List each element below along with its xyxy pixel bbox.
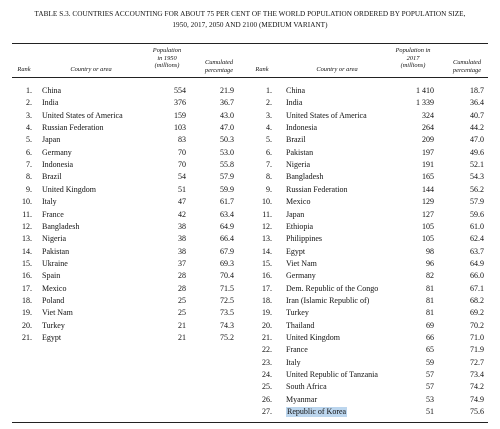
top-rule: [12, 43, 488, 44]
header-country-left: Country or area: [70, 66, 112, 73]
left-population-cell: 51: [178, 184, 186, 194]
right-country-cell: United Republic of Tanzania: [286, 370, 378, 380]
right-rank-cell: 26.: [262, 394, 272, 404]
right-cumulated-cell: 18.7: [470, 86, 484, 95]
left-country-cell: Germany: [42, 147, 72, 157]
right-cumulated-cell: 36.4: [470, 98, 484, 108]
right-population-cell: 105: [422, 221, 434, 231]
header-population-2017: Population in 2017 (millions): [395, 47, 431, 70]
right-cumulated-cell: 62.4: [470, 234, 484, 244]
right-country-cell: Bangladesh: [286, 172, 324, 182]
right-rank-cell: 5.: [266, 135, 272, 145]
right-cumulated-cell: 54.3: [470, 172, 484, 182]
right-country-cell: Pakistan: [286, 147, 314, 157]
header-population-1950: Population in 1950 (millions): [152, 47, 182, 70]
right-rank-cell: 13.: [262, 234, 272, 244]
left-cumulated-cell: 74.3: [220, 320, 234, 330]
right-cumulated-cell: 74.9: [470, 394, 484, 404]
right-population-cell: 191: [422, 160, 434, 170]
right-population-cell: 197: [422, 147, 434, 157]
left-country-cell: China: [42, 86, 62, 95]
right-population-cell: 127: [422, 209, 434, 219]
right-country-cell: United Kingdom: [286, 333, 340, 342]
left-rank-cell: 4.: [26, 123, 32, 133]
right-population-cell: 65: [426, 345, 434, 355]
bottom-rule: [12, 422, 488, 423]
left-country-cell: Spain: [42, 271, 61, 281]
right-population-cell: 105: [422, 234, 434, 244]
right-cumulated-cell: 72.7: [470, 357, 484, 367]
left-rank-cell: 2.: [26, 98, 32, 108]
left-population-cell: 38: [178, 221, 186, 231]
right-cumulated-cell: 56.2: [470, 184, 484, 194]
right-cumulated-cell: 75.6: [470, 407, 484, 417]
left-population-cell: 28: [178, 271, 186, 281]
left-country-cell: Indonesia: [42, 160, 74, 170]
right-cumulated-cell: 66.0: [470, 271, 484, 281]
left-cumulated-cell: 64.9: [220, 221, 234, 231]
right-rank-cell: 1.: [266, 86, 272, 95]
right-rank-cell: 22.: [262, 345, 272, 355]
right-population-cell: 53: [426, 394, 434, 404]
left-country-cell: Egypt: [42, 333, 62, 342]
right-country-cell: Russian Federation: [286, 184, 348, 194]
right-cumulated-cell: 74.2: [470, 382, 484, 392]
left-rank-cell: 6.: [26, 147, 32, 157]
right-rank-cell: 6.: [266, 147, 272, 157]
right-country-cell: Germany: [286, 271, 316, 281]
left-country-cell: Nigeria: [42, 234, 66, 244]
header-country-right: Country or area: [316, 66, 358, 73]
right-country-cell: Indonesia: [286, 123, 318, 133]
left-cumulated-cell: 55.8: [220, 160, 234, 170]
right-rank-cell: 24.: [262, 370, 272, 380]
left-cumulated-cell: 66.4: [220, 234, 234, 244]
left-cumulated-cell: 36.7: [220, 98, 234, 108]
table-title-line-1: TABLE S.3. COUNTRIES ACCOUNTING FOR ABOUT 75 PER CENT OF THE WORLD POPULATION ORDERED BY POPULATION SIZE,: [34, 10, 466, 18]
right-country-cell: Philippines: [286, 234, 323, 244]
right-country-cell: United States of America: [286, 110, 367, 120]
right-population-cell: 69: [426, 320, 434, 330]
left-population-cell: 25: [178, 308, 186, 318]
left-rank-cell: 11.: [22, 209, 32, 219]
left-population-cell: 28: [178, 283, 186, 293]
left-cumulated-cell: 50.3: [220, 135, 234, 145]
right-rank-cell: 9.: [266, 184, 272, 194]
left-rank-cell: 16.: [22, 271, 32, 281]
right-cumulated-cell: 71.9: [470, 345, 484, 355]
right-population-cell: 82: [426, 271, 434, 281]
right-cumulated-cell: 40.7: [470, 110, 484, 120]
right-cumulated-cell: 64.9: [470, 258, 484, 268]
left-rank-cell: 1.: [26, 86, 32, 95]
left-population-cell: 21: [178, 320, 186, 330]
left-rank-cell: 14.: [22, 246, 32, 256]
right-population-cell: 1 410: [416, 86, 434, 95]
right-population-cell: 81: [426, 295, 434, 305]
right-country-cell: Japan: [286, 209, 305, 219]
right-cumulated-cell: 70.2: [470, 320, 484, 330]
right-cumulated-cell: 44.2: [470, 123, 484, 133]
right-rank-cell: 8.: [266, 172, 272, 182]
right-population-cell: 57: [426, 370, 434, 380]
right-population-cell: 59: [426, 357, 434, 367]
left-population-cell: 37: [178, 258, 186, 268]
left-population-cell: 70: [178, 147, 186, 157]
right-population-cell: 51: [426, 407, 434, 417]
right-cumulated-cell: 57.9: [470, 197, 484, 207]
right-population-cell: 96: [426, 258, 434, 268]
left-rank-cell: 12.: [22, 221, 32, 231]
right-population-cell: 66: [426, 333, 434, 342]
right-country-cell: Egypt: [286, 246, 306, 256]
right-country-cell: Iran (Islamic Republic of): [286, 295, 370, 305]
left-country-cell: Brazil: [42, 172, 62, 182]
left-rank-cell: 5.: [26, 135, 32, 145]
left-country-cell: India: [42, 98, 59, 108]
left-country-cell: United States of America: [42, 110, 123, 120]
header-cumulated-left: Cumulated percentage: [204, 59, 234, 74]
left-cumulated-cell: 59.9: [220, 184, 234, 194]
right-population-cell: 81: [426, 283, 434, 293]
right-country-cell: Thailand: [286, 320, 315, 330]
right-rank-cell: 3.: [266, 110, 272, 120]
left-population-cell: 21: [178, 333, 186, 342]
right-population-cell: 81: [426, 308, 434, 318]
left-cumulated-cell: 71.5: [220, 283, 234, 293]
right-country-cell: Nigeria: [286, 160, 310, 170]
left-cumulated-cell: 67.9: [220, 246, 234, 256]
right-population-cell: 57: [426, 382, 434, 392]
left-cumulated-cell: 53.0: [220, 147, 234, 157]
right-rank-cell: 25.: [262, 382, 272, 392]
left-rank-cell: 9.: [26, 184, 32, 194]
left-country-cell: Pakistan: [42, 246, 70, 256]
right-cumulated-cell: 52.1: [470, 160, 484, 170]
right-cumulated-cell: 73.4: [470, 370, 484, 380]
left-cumulated-cell: 70.4: [220, 271, 234, 281]
left-population-cell: 38: [178, 234, 186, 244]
right-cumulated-cell: 71.0: [470, 333, 484, 342]
right-country-cell: Myanmar: [286, 394, 318, 404]
right-population-cell: 165: [422, 172, 434, 182]
right-rank-cell: 18.: [262, 295, 272, 305]
right-cumulated-cell: 67.1: [470, 283, 484, 293]
right-rank-cell: 17.: [262, 283, 272, 293]
left-cumulated-cell: 69.3: [220, 258, 234, 268]
right-rank-cell: 21.: [262, 333, 272, 342]
left-rank-cell: 18.: [22, 295, 32, 305]
left-rank-cell: 7.: [26, 160, 32, 170]
left-country-cell: Mexico: [42, 283, 67, 293]
header-rank-left: Rank: [17, 66, 31, 73]
right-cumulated-cell: 63.7: [470, 246, 484, 256]
right-rank-cell: 4.: [266, 123, 272, 133]
right-rank-cell: 23.: [262, 357, 272, 367]
right-country-cell: Italy: [286, 357, 301, 367]
right-cumulated-cell: 68.2: [470, 295, 484, 305]
right-cumulated-cell: 47.0: [470, 135, 484, 145]
left-population-cell: 38: [178, 246, 186, 256]
right-rank-cell: 12.: [262, 221, 272, 231]
left-country-cell: United Kingdom: [42, 184, 96, 194]
left-rank-cell: 8.: [26, 172, 32, 182]
right-rank-cell: 15.: [262, 258, 272, 268]
left-population-cell: 554: [174, 86, 186, 95]
left-country-cell: France: [42, 209, 64, 219]
right-cumulated-cell: 49.6: [470, 147, 484, 157]
left-population-cell: 159: [174, 110, 186, 120]
right-cumulated-cell: 59.6: [470, 209, 484, 219]
left-country-cell: Poland: [42, 295, 65, 305]
left-population-cell: 25: [178, 295, 186, 305]
left-population-cell: 83: [178, 135, 186, 145]
left-cumulated-cell: 47.0: [220, 123, 234, 133]
right-population-cell: 324: [422, 110, 434, 120]
right-country-cell: South Africa: [286, 382, 327, 392]
right-rank-cell: 16.: [262, 271, 272, 281]
right-country-cell: France: [286, 345, 308, 355]
right-country-cell: Dem. Republic of the Congo: [286, 283, 379, 293]
right-population-cell: 1 339: [416, 98, 434, 108]
right-rank-cell: 19.: [262, 308, 272, 318]
right-rank-cell: 2.: [266, 98, 272, 108]
left-rank-cell: 15.: [22, 258, 32, 268]
left-rank-cell: 19.: [22, 308, 32, 318]
left-country-cell: Bangladesh: [42, 221, 80, 231]
left-cumulated-cell: 75.2: [220, 333, 234, 342]
left-cumulated-cell: 57.9: [220, 172, 234, 182]
right-country-cell: China: [286, 86, 306, 95]
left-population-cell: 42: [178, 209, 186, 219]
right-country-cell: Ethiopia: [286, 221, 314, 231]
left-cumulated-cell: 73.5: [220, 308, 234, 318]
left-rank-cell: 21.: [22, 333, 32, 342]
right-rank-cell: 14.: [262, 246, 272, 256]
right-rank-cell: 11.: [262, 209, 272, 219]
right-rank-cell: 27.: [262, 407, 272, 417]
right-cumulated-cell: 69.2: [470, 308, 484, 318]
left-cumulated-cell: 43.0: [220, 110, 234, 120]
header-rank-right: Rank: [255, 66, 269, 73]
right-population-cell: 129: [422, 197, 434, 207]
right-country-cell: Mexico: [286, 197, 311, 207]
left-rank-cell: 3.: [26, 110, 32, 120]
left-country-cell: Italy: [42, 197, 57, 207]
right-population-cell: 264: [422, 123, 434, 133]
left-rank-cell: 20.: [22, 320, 32, 330]
right-country-cell: India: [286, 98, 303, 108]
left-rank-cell: 13.: [22, 234, 32, 244]
right-country-cell: Viet Nam: [286, 258, 317, 268]
table-title-line-2: 1950, 2017, 2050 AND 2100 (MEDIUM VARIANT): [172, 21, 328, 29]
left-country-cell: Turkey: [42, 320, 65, 330]
header-cumulated-right: Cumulated percentage: [452, 59, 482, 74]
left-population-cell: 376: [174, 98, 186, 108]
right-population-cell: 209: [422, 135, 434, 145]
left-cumulated-cell: 63.4: [220, 209, 234, 219]
left-rank-cell: 17.: [22, 283, 32, 293]
left-country-cell: Japan: [42, 135, 61, 145]
right-country-cell: Turkey: [286, 308, 309, 318]
right-rank-cell: 7.: [266, 160, 272, 170]
left-population-cell: 103: [174, 123, 186, 133]
right-country-cell: Brazil: [286, 135, 306, 145]
right-rank-cell: 10.: [262, 197, 272, 207]
right-cumulated-cell: 61.0: [470, 221, 484, 231]
left-cumulated-cell: 61.7: [220, 197, 234, 207]
left-country-cell: Ukraine: [42, 258, 68, 268]
right-population-cell: 144: [422, 184, 434, 194]
left-population-cell: 70: [178, 160, 186, 170]
left-cumulated-cell: 72.5: [220, 295, 234, 305]
right-population-cell: 98: [426, 246, 434, 256]
right-country-cell: Republic of Korea: [287, 407, 347, 417]
left-country-cell: Russian Federation: [42, 123, 104, 133]
header-rule: [12, 77, 488, 78]
left-cumulated-cell: 21.9: [220, 86, 234, 95]
left-population-cell: 47: [178, 197, 186, 207]
left-population-cell: 54: [178, 172, 186, 182]
left-rank-cell: 10.: [22, 197, 32, 207]
right-rank-cell: 20.: [262, 320, 272, 330]
left-country-cell: Viet Nam: [42, 308, 73, 318]
